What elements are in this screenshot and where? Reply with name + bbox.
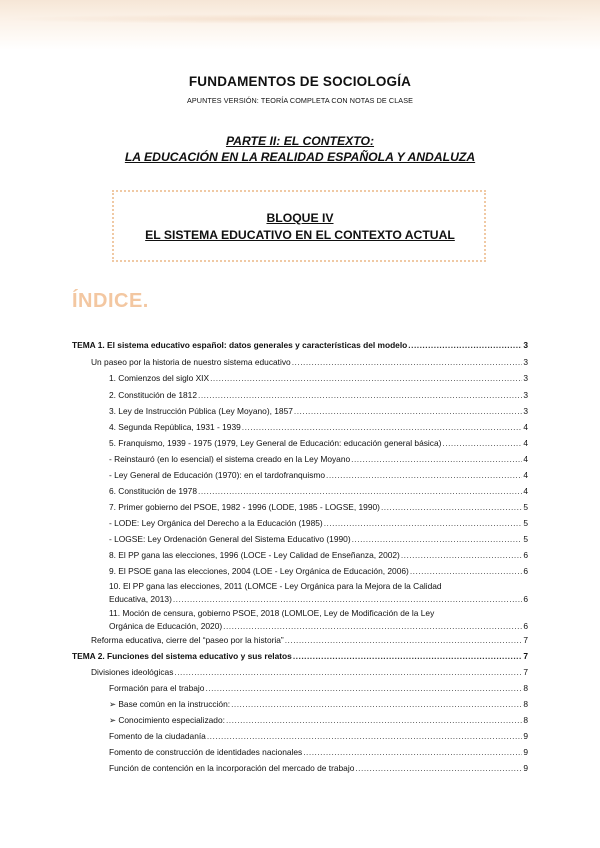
toc-entry[interactable] <box>109 422 528 433</box>
toc-entry[interactable] <box>109 486 528 497</box>
toc-entry-tema-1[interactable] <box>72 340 528 351</box>
toc-leader-dots <box>408 340 522 351</box>
toc-leader-dots <box>207 731 522 742</box>
document-subtitle: APUNTES VERSIÓN: TEORÍA COMPLETA CON NOTAS DE CLASE <box>187 96 413 105</box>
toc-leader-dots <box>223 621 522 632</box>
toc-entry[interactable] <box>109 715 528 726</box>
toc-entry-label: 9. El PSOE gana las elecciones, 2004 (LOE - Ley Orgánica de Educación, 2006) <box>109 566 409 576</box>
toc-entry-label: 8. El PP gana las elecciones, 1996 (LOCE - Ley Calidad de Enseñanza, 2002) <box>109 550 400 560</box>
part-title-line-2: LA EDUCACIÓN EN LA REALIDAD ESPAÑOLA Y ANDALUZA <box>124 150 476 164</box>
toc-leader-dots <box>174 667 522 678</box>
toc-entry-label: TEMA 1. El sistema educativo español: datos generales y características del modelo <box>72 340 408 350</box>
toc-entry-page: 5 <box>523 534 528 544</box>
toc-entry-page: 3 <box>523 340 528 350</box>
toc-entry-label: - Reinstauró (en lo esencial) el sistema creado en la Ley Moyano <box>109 454 351 464</box>
document-title: FUNDAMENTOS DE SOCIOLOGÍA <box>188 74 412 89</box>
toc-entry-page: 9 <box>523 747 528 757</box>
toc-entry[interactable] <box>91 357 528 368</box>
toc-entry[interactable] <box>109 566 528 577</box>
toc-entry-page: 6 <box>523 550 528 560</box>
toc-entry-page: 6 <box>523 594 528 604</box>
toc-entry-page: 8 <box>523 699 528 709</box>
toc-entry-page: 8 <box>523 683 528 693</box>
toc-entry-label: 3. Ley de Instrucción Pública (Ley Moyano), 1857 <box>109 406 293 416</box>
toc-entry-page: 3 <box>523 357 528 367</box>
toc-entry-label-continued: Educativa, 2013) <box>109 594 172 604</box>
block-title-line-1: BLOQUE IV <box>266 211 334 225</box>
toc-entry-tema-2[interactable] <box>72 651 528 662</box>
toc-entry-label: ➢ Conocimiento especializado: <box>109 715 225 725</box>
toc-entry-page: 6 <box>523 566 528 576</box>
toc-entry[interactable] <box>109 763 528 774</box>
toc-entry-label: 10. El PP gana las elecciones, 2011 (LOMCE - Ley Orgánica para la Mejora de la Calidad <box>109 581 442 591</box>
toc-leader-dots <box>198 390 522 401</box>
toc-leader-dots <box>355 763 522 774</box>
toc-entry-label: Reforma educativa, cierre del “paseo por la historia” <box>91 635 284 645</box>
toc-leader-dots <box>324 518 523 529</box>
toc-entry-page: 7 <box>523 635 528 645</box>
toc-entry-page: 5 <box>523 518 528 528</box>
top-decorative-band <box>0 0 600 50</box>
toc-entry[interactable] <box>109 438 528 449</box>
part-title-line-1: PARTE II: EL CONTEXTO: <box>225 134 375 148</box>
toc-entry-label: Un paseo por la historia de nuestro sistema educativo <box>91 357 291 367</box>
toc-entry[interactable] <box>109 406 528 417</box>
toc-entry[interactable] <box>109 608 528 632</box>
toc-entry[interactable] <box>109 731 528 742</box>
toc-entry-page: 7 <box>523 667 528 677</box>
toc-leader-dots <box>326 470 522 481</box>
block-title-line-2: EL SISTEMA EDUCATIVO EN EL CONTEXTO ACTUAL <box>145 228 455 242</box>
toc-entry-page: 6 <box>523 621 528 631</box>
toc-entry-page: 4 <box>523 438 528 448</box>
toc-leader-dots <box>205 683 522 694</box>
toc-leader-dots <box>242 422 523 433</box>
toc-entry-page: 9 <box>523 763 528 773</box>
toc-entry-page: 3 <box>523 390 528 400</box>
toc-leader-dots <box>198 486 522 497</box>
toc-entry-label: Fomento de construcción de identidades nacionales <box>109 747 303 757</box>
toc-leader-dots <box>381 502 522 513</box>
toc-entry-label: 2. Constitución de 1812 <box>109 390 197 400</box>
toc-entry-page: 4 <box>523 422 528 432</box>
toc-entry-label: 1. Comienzos del siglo XIX <box>109 373 210 383</box>
toc-leader-dots <box>442 438 522 449</box>
toc-entry-label: - LOGSE: Ley Ordenación General del Sistema Educativo (1990) <box>109 534 351 544</box>
toc-entry-page: 7 <box>523 651 528 661</box>
toc-leader-dots <box>351 454 522 465</box>
toc-entry[interactable] <box>109 470 528 481</box>
toc-entry-label: 11. Moción de censura, gobierno PSOE, 2018 (LOMLOE, Ley de Modificación de la Ley <box>109 608 435 618</box>
toc-entry-page: 9 <box>523 731 528 741</box>
toc-leader-dots <box>292 357 523 368</box>
block-dotted-frame <box>112 190 486 262</box>
toc-entry-page: 5 <box>523 502 528 512</box>
toc-leader-dots <box>352 534 523 545</box>
toc-leader-dots <box>173 594 522 605</box>
toc-leader-dots <box>210 373 522 384</box>
toc-entry-label: 4. Segunda República, 1931 - 1939 <box>109 422 241 432</box>
toc-entry-page: 4 <box>523 486 528 496</box>
toc-entry[interactable] <box>91 635 528 646</box>
toc-entry-label: 5. Franquismo, 1939 - 1975 (1979, Ley General de Educación: educación general básica) <box>109 438 442 448</box>
toc-entry-page: 3 <box>523 373 528 383</box>
toc-entry-page: 3 <box>523 406 528 416</box>
toc-entry-label: ➢ Base común en la instrucción: <box>109 699 231 709</box>
toc-entry-label: Divisiones ideológicas <box>91 667 174 677</box>
toc-entry[interactable] <box>109 747 528 758</box>
toc-leader-dots <box>401 550 523 561</box>
toc-entry-page: 8 <box>523 715 528 725</box>
toc-entry-label: TEMA 2. Funciones del sistema educativo y sus relatos <box>72 651 292 661</box>
toc-entry[interactable] <box>109 534 528 545</box>
toc-entry-label: 6. Constitución de 1978 <box>109 486 197 496</box>
toc-entry-page: 4 <box>523 454 528 464</box>
toc-leader-dots <box>226 715 522 726</box>
toc-entry-label: - Ley General de Educación (1970): en el tardofranquismo <box>109 470 326 480</box>
toc-entry[interactable] <box>91 667 528 678</box>
toc-entry[interactable] <box>109 390 528 401</box>
toc-leader-dots <box>303 747 522 758</box>
toc-entry-label: - LODE: Ley Orgánica del Derecho a la Educación (1985) <box>109 518 323 528</box>
toc-entry[interactable] <box>109 518 528 529</box>
index-heading: ÍNDICE. <box>72 290 149 312</box>
toc-entry[interactable] <box>109 550 528 561</box>
toc-leader-dots <box>293 651 522 662</box>
toc-entry[interactable] <box>109 699 528 710</box>
toc-entry[interactable] <box>109 454 528 465</box>
toc-entry[interactable] <box>109 502 528 513</box>
toc-entry-label: 7. Primer gobierno del PSOE, 1982 - 1996 (LODE, 1985 - LOGSE, 1990) <box>109 502 380 512</box>
toc-entry[interactable] <box>109 581 528 605</box>
toc-leader-dots <box>231 699 522 710</box>
toc-leader-dots <box>410 566 523 577</box>
toc-entry-label: Fomento de la ciudadanía <box>109 731 206 741</box>
toc-entry[interactable] <box>109 683 528 694</box>
toc-entry-label-continued: Orgánica de Educación, 2020) <box>109 621 223 631</box>
toc-leader-dots <box>285 635 523 646</box>
toc-entry-label: Función de contención en la incorporación del mercado de trabajo <box>109 763 355 773</box>
toc-entry-label: Formación para el trabajo <box>109 683 205 693</box>
toc-entry-page: 4 <box>523 470 528 480</box>
toc-leader-dots <box>294 406 522 417</box>
toc-entry[interactable] <box>109 373 528 384</box>
